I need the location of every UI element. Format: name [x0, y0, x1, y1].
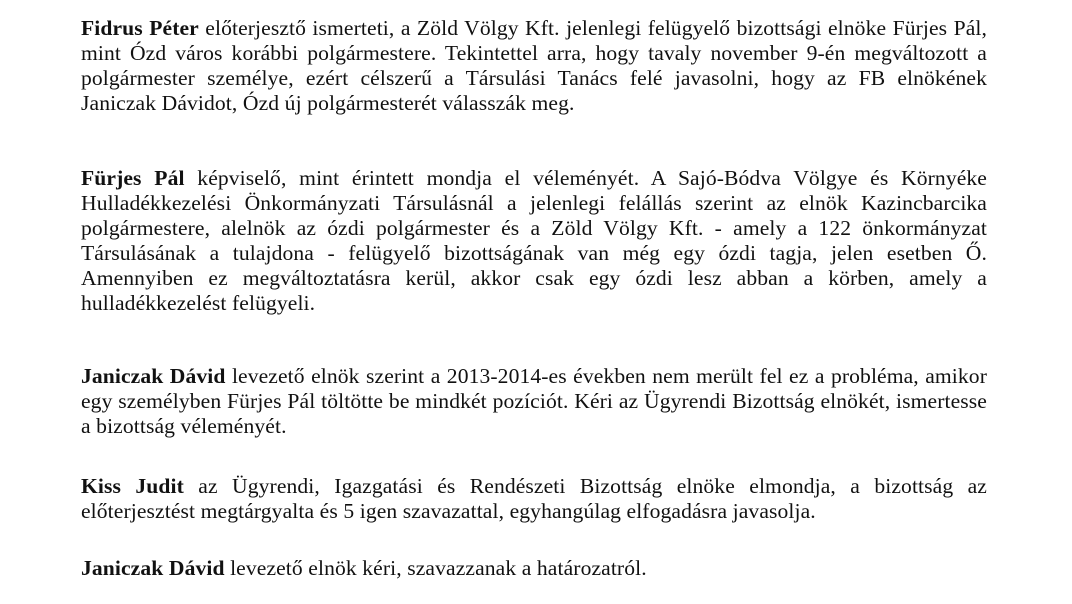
speaker-name: Fürjes Pál [81, 166, 185, 190]
paragraph-text: az Ügyrendi, Igazgatási és Rendészeti Bizottság elnöke elmondja, a bizottság az előterjesztést megtárgyalta és 5 igen szavazattal, egyhangúlag elfogadásra javasolja. [81, 474, 987, 523]
paragraph-text: levezető elnök szerint a 2013-2014-es években nem merült fel ez a probléma, amikor egy személyben Fürjes Pál töltötte be mindkét pozíciót. Kéri az Ügyrendi Bizottság elnökét, ismertesse a bizottság véleményét. [81, 364, 987, 438]
speaker-name: Fidrus Péter [81, 16, 199, 40]
paragraph-kiss-judit [81, 474, 987, 524]
paragraph-text: képviselő, mint érintett mondja el véleményét. A Sajó-Bódva Völgye és Környéke Hulladékkezelési Önkormányzati Társulásnál a jelenlegi felállás szerint az elnök Kazincbarcika polgármestere, alelnök az ózdi polgármester és a Zöld Völgy Kft. - amely a 122 önkormányzat Társulásának a tulajdona - felügyelő bizottságának van még egy ózdi tagja, jelen esetben Ő. Amennyiben ez megváltoztatásra kerül, akkor csak egy ózdi lesz abban a körben, amely a hulladékkezelést felügyeli. [81, 166, 987, 315]
paragraph-janiczak-david-2 [81, 556, 987, 581]
speaker-name: Janiczak Dávid [81, 364, 226, 388]
paragraph-fidrus-peter [81, 16, 987, 116]
paragraph-janiczak-david-1 [81, 364, 987, 439]
paragraph-furjes-pal [81, 166, 987, 316]
paragraph-text: előterjesztő ismerteti, a Zöld Völgy Kft. jelenlegi felügyelő bizottsági elnöke Fürjes Pál, mint Ózd város korábbi polgármestere. Tekintettel arra, hogy tavaly november 9-én megváltozott a polgármester személye, ezért célszerű a Társulási Tanács felé javasolni, hogy az FB elnökének Janiczak Dávidot, Ózd új polgármesterét válasszák meg. [81, 16, 987, 115]
speaker-name: Kiss Judit [81, 474, 184, 498]
paragraph-text: levezető elnök kéri, szavazzanak a határozatról. [224, 556, 647, 580]
speaker-name: Janiczak Dávid [81, 556, 225, 580]
